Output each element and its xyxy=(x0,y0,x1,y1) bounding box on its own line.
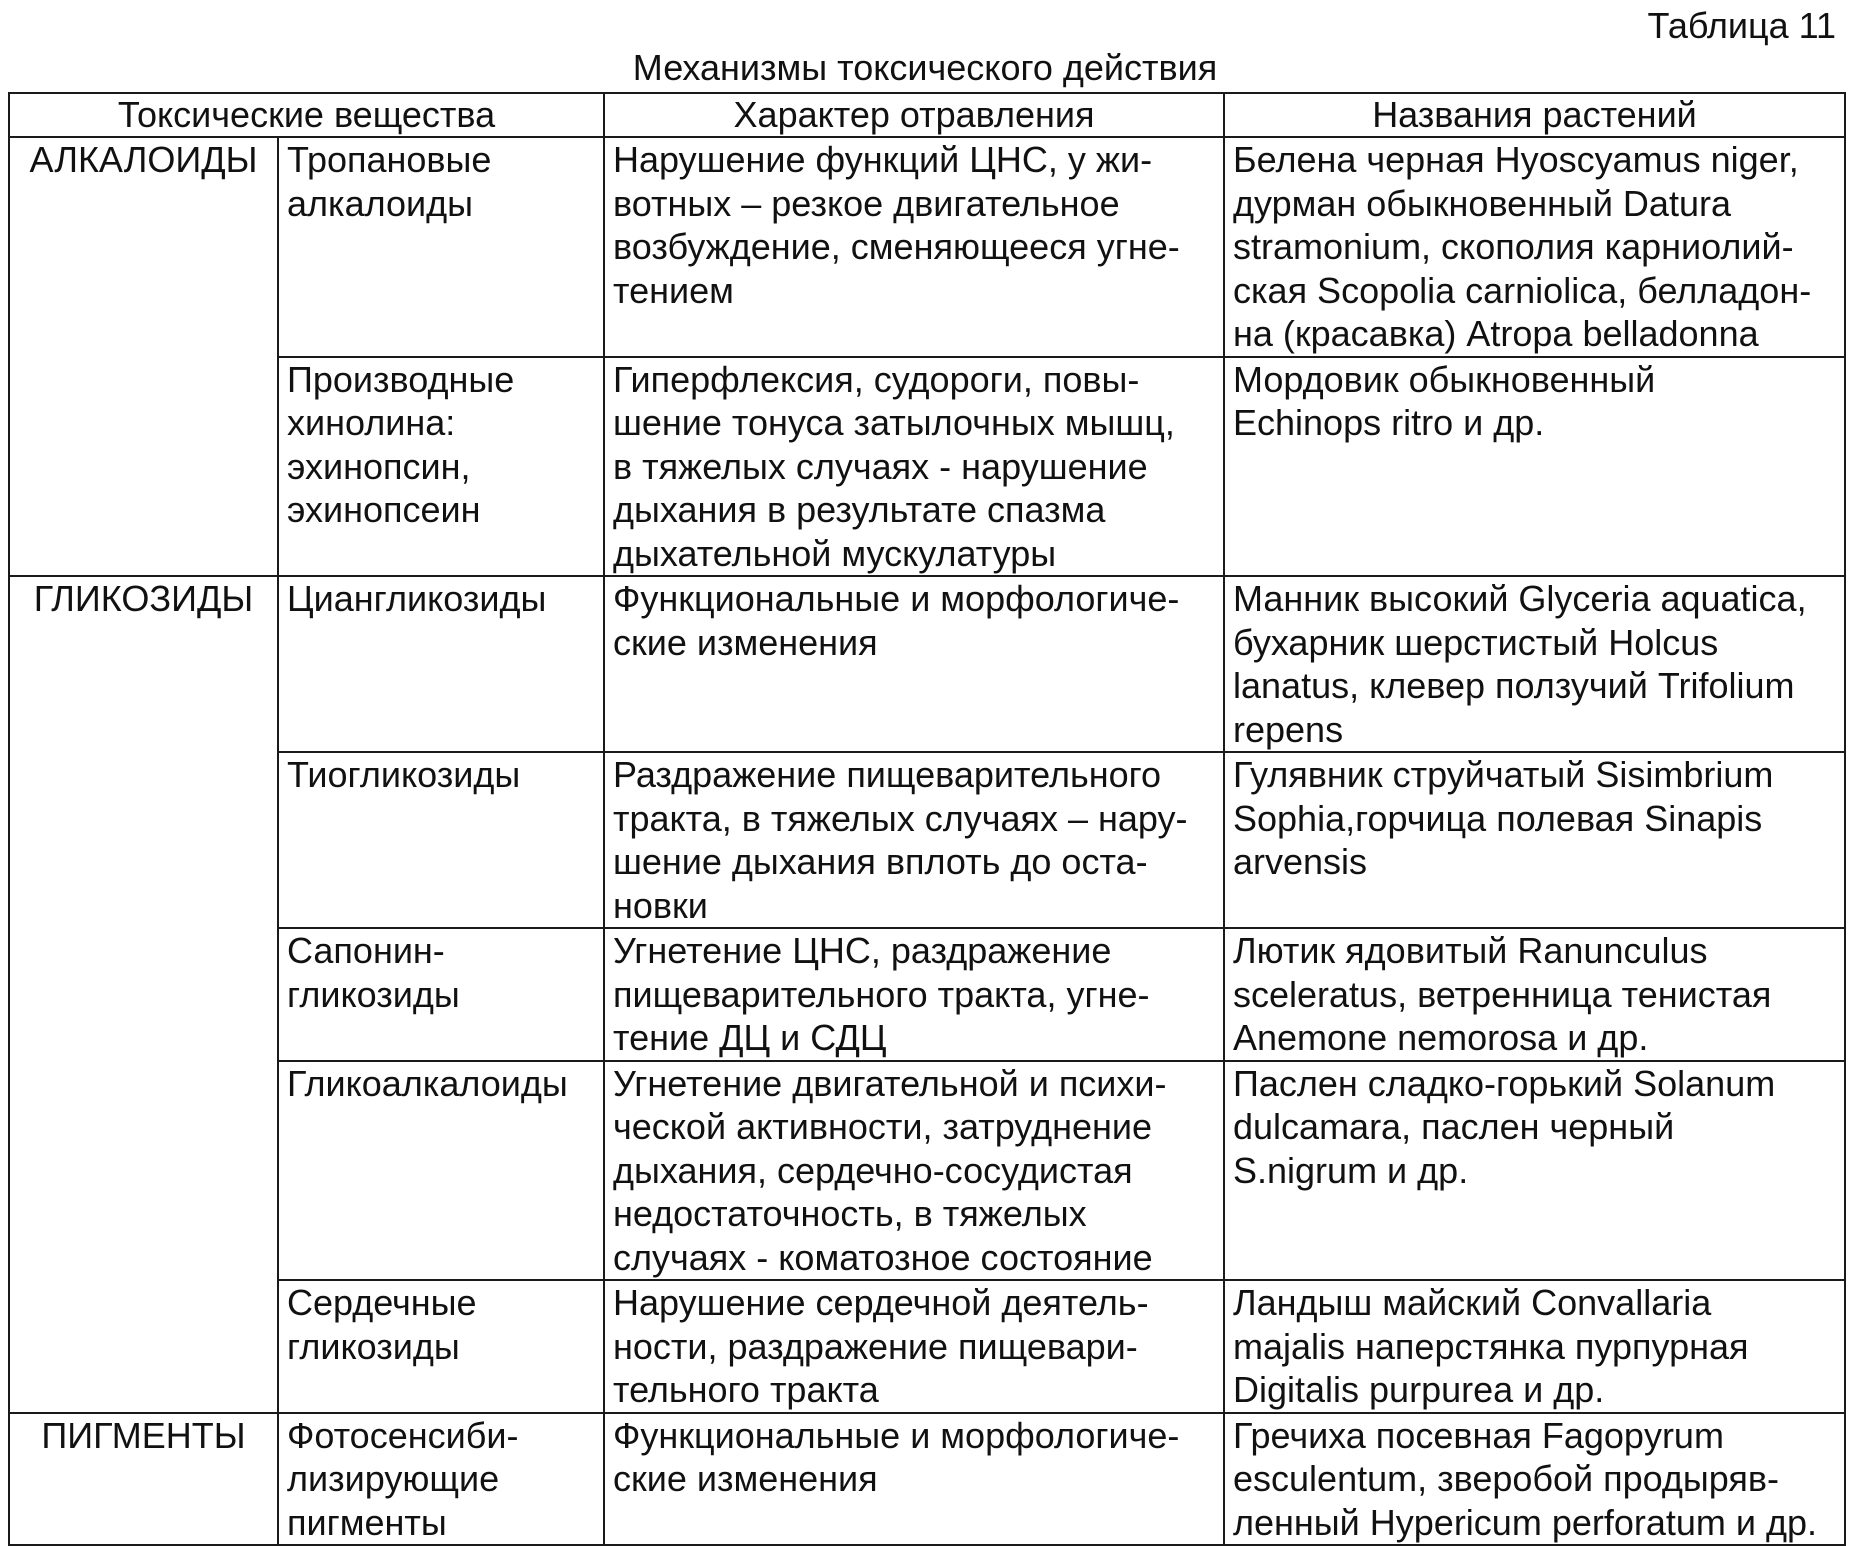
effect-cell: Гиперфлексия, судороги, повы- шение тонуса затылочных мышц, в тяжелых случаях - нарушение дыхания в результате спазма дыхательной мускулатуры xyxy=(604,357,1224,577)
toxic-mechanisms-table xyxy=(8,92,1846,1546)
effect-cell: Нарушение сердечной деятель- ности, раздражение пищевари- тельного тракта xyxy=(604,1280,1224,1413)
group-name: ГЛИКОЗИДЫ xyxy=(9,576,278,1413)
plants-cell: Белена черная Hyoscyamus niger, дурман обыкновенный Datura stramonium, скополия карниолий- ская Scopolia carniolica, белладон- на (красавка) Atropa belladonna xyxy=(1224,137,1845,357)
table-row xyxy=(9,576,1845,752)
effect-cell: Угнетение двигательной и психи- ческой активности, затруднение дыхания, сердечно-сосудистая недостаточность, в тяжелых случаях - коматозное состояние xyxy=(604,1061,1224,1281)
table-row xyxy=(9,357,1845,577)
plants-cell: Паслен сладко-горький Solanum dulcamara, паслен черный S.nigrum и др. xyxy=(1224,1061,1845,1281)
substance-cell: Сапонин- гликозиды xyxy=(278,928,604,1061)
header-row xyxy=(9,93,1845,137)
table-row xyxy=(9,1413,1845,1546)
group-name: АЛКАЛОИДЫ xyxy=(9,137,278,576)
table-row xyxy=(9,137,1845,357)
effect-cell: Угнетение ЦНС, раздражение пищеварительного тракта, угне- тение ДЦ и СДЦ xyxy=(604,928,1224,1061)
effect-cell: Функциональные и морфологиче- ские изменения xyxy=(604,576,1224,752)
header-substances: Токсические вещества xyxy=(9,93,604,137)
substance-cell: Сердечные гликозиды xyxy=(278,1280,604,1413)
plants-cell: Лютик ядовитый Ranunculus sceleratus, ветренница тенистая Anemone nemorosa и др. xyxy=(1224,928,1845,1061)
table-row xyxy=(9,1061,1845,1281)
plants-cell: Мордовик обыкновенный Echinops ritro и др. xyxy=(1224,357,1845,577)
table-row xyxy=(9,752,1845,928)
plants-cell: Ландыш майский Convallaria majalis наперстянка пурпурная Digitalis purpurea и др. xyxy=(1224,1280,1845,1413)
plants-cell: Гулявник струйчатый Sisimbrium Sophia,горчица полевая Sinapis arvensis xyxy=(1224,752,1845,928)
table-caption: Механизмы токсического действия xyxy=(632,47,1218,88)
table-row xyxy=(9,1280,1845,1413)
substance-cell: Производные хинолина: эхинопсин, эхинопсеин xyxy=(278,357,604,577)
table-row xyxy=(9,928,1845,1061)
substance-cell: Тропановые алкалоиды xyxy=(278,137,604,357)
effect-cell: Функциональные и морфологиче- ские изменения xyxy=(604,1413,1224,1546)
substance-cell: Циангликозиды xyxy=(278,576,604,752)
plants-cell: Гречиха посевная Fagopyrum esculentum, зверобой продыряв- ленный Hypericum perforatum и др. xyxy=(1224,1413,1845,1546)
substance-cell: Гликоалкалоиды xyxy=(278,1061,604,1281)
substance-cell: Тиогликозиды xyxy=(278,752,604,928)
plants-cell: Манник высокий Glyceria aquatica, бухарник шерстистый Holcus lanatus, клевер ползучий Trifolium repens xyxy=(1224,576,1845,752)
header-poisoning: Характер отравления xyxy=(604,93,1224,137)
header-plants: Названия растений xyxy=(1224,93,1845,137)
table-number: Таблица 11 xyxy=(1647,5,1836,46)
group-name: ПИГМЕНТЫ xyxy=(9,1413,278,1546)
substance-cell: Фотосенсиби- лизирующие пигменты xyxy=(278,1413,604,1546)
effect-cell: Раздражение пищеварительного тракта, в тяжелых случаях – нару- шение дыхания вплоть до оста- новки xyxy=(604,752,1224,928)
effect-cell: Нарушение функций ЦНС, у жи- вотных – резкое двигательное возбуждение, сменяющееся угне- тением xyxy=(604,137,1224,357)
